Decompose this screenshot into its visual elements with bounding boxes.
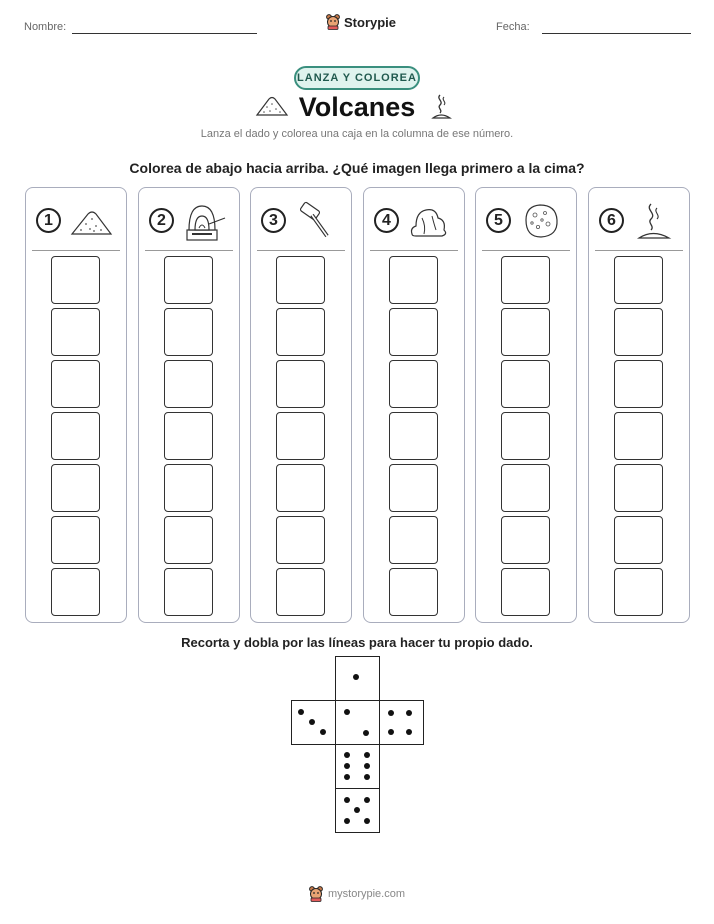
color-box[interactable]: [614, 412, 663, 460]
ash-pile-icon: [68, 200, 114, 242]
volcanic-rock-icon: [518, 200, 564, 242]
die-face-4: [379, 700, 424, 745]
die-pip: [353, 674, 359, 680]
color-box[interactable]: [164, 412, 213, 460]
color-box[interactable]: [501, 308, 550, 356]
color-box[interactable]: [389, 256, 438, 304]
color-box[interactable]: [276, 412, 325, 460]
color-box[interactable]: [51, 412, 100, 460]
column-divider: [145, 250, 233, 251]
date-line: [542, 33, 691, 34]
smoke-icon: [430, 92, 452, 120]
color-box[interactable]: [389, 464, 438, 512]
die-pip: [344, 818, 350, 824]
color-box[interactable]: [501, 516, 550, 564]
color-box[interactable]: [51, 256, 100, 304]
column-2: [138, 187, 240, 623]
die-pip: [363, 730, 369, 736]
color-box[interactable]: [51, 308, 100, 356]
brand-name: Storypie: [344, 14, 397, 30]
column-divider: [482, 250, 570, 251]
color-box[interactable]: [389, 412, 438, 460]
color-box[interactable]: [501, 412, 550, 460]
color-box[interactable]: [614, 516, 663, 564]
color-box[interactable]: [276, 308, 325, 356]
instruction: Colorea de abajo hacia arriba. ¿Qué imagen llega primero a la cima?: [129, 160, 585, 176]
color-box[interactable]: [164, 308, 213, 356]
column-number: 1: [36, 208, 61, 233]
die-pip: [344, 709, 350, 715]
die-pip: [364, 774, 370, 780]
dice-instruction: Recorta y dobla por las líneas para hacer tu propio dado.: [181, 635, 533, 650]
name-line: [72, 33, 257, 34]
color-box[interactable]: [614, 360, 663, 408]
column-3: [250, 187, 352, 623]
color-box[interactable]: [614, 308, 663, 356]
die-pip: [309, 719, 315, 725]
die-pip: [406, 710, 412, 716]
column-1: [25, 187, 127, 623]
storypie-mascot-icon: [309, 886, 323, 902]
color-box[interactable]: [501, 568, 550, 616]
footer-url: mystorypie.com: [327, 888, 406, 900]
color-box[interactable]: [614, 256, 663, 304]
column-header: [589, 188, 689, 251]
color-box[interactable]: [164, 464, 213, 512]
die-pip: [344, 774, 350, 780]
column-header: [139, 188, 239, 251]
column-4: [363, 187, 465, 623]
die-pip: [320, 729, 326, 735]
column-header: [251, 188, 351, 251]
color-box[interactable]: [164, 256, 213, 304]
color-box[interactable]: [276, 568, 325, 616]
die-pip: [298, 709, 304, 715]
die-face-2: [335, 700, 380, 745]
die-pip: [388, 710, 394, 716]
column-5: [475, 187, 577, 623]
die-pip: [364, 818, 370, 824]
smoke-icon: [631, 200, 677, 242]
color-box[interactable]: [51, 464, 100, 512]
column-number: 4: [374, 208, 399, 233]
column-number: 5: [486, 208, 511, 233]
color-box[interactable]: [501, 464, 550, 512]
color-box[interactable]: [501, 360, 550, 408]
color-box[interactable]: [276, 464, 325, 512]
die-pip: [364, 752, 370, 758]
die-pip: [354, 807, 360, 813]
color-box[interactable]: [389, 516, 438, 564]
footer: [0, 886, 714, 902]
die-pip: [364, 763, 370, 769]
die-pip: [364, 797, 370, 803]
color-box[interactable]: [164, 568, 213, 616]
color-box[interactable]: [614, 464, 663, 512]
color-box[interactable]: [501, 256, 550, 304]
die-pip: [406, 729, 412, 735]
color-box[interactable]: [276, 256, 325, 304]
die-pip: [344, 797, 350, 803]
hammer-icon: [293, 200, 339, 242]
die-pip: [388, 729, 394, 735]
column-header: [364, 188, 464, 251]
color-box[interactable]: [389, 568, 438, 616]
color-box[interactable]: [164, 516, 213, 564]
date-label: Fecha:: [496, 21, 530, 33]
color-box[interactable]: [51, 568, 100, 616]
column-divider: [257, 250, 345, 251]
activity-badge: LANZA Y COLOREA: [294, 66, 420, 90]
die-pip: [344, 763, 350, 769]
color-box[interactable]: [164, 360, 213, 408]
column-header: [26, 188, 126, 251]
column-divider: [595, 250, 683, 251]
color-box[interactable]: [51, 360, 100, 408]
column-divider: [370, 250, 458, 251]
die-face-3: [291, 700, 336, 745]
die-face-1: [335, 656, 380, 701]
brand-logo: [326, 14, 396, 30]
subtitle: Lanza el dado y colorea una caja en la columna de ese número.: [200, 128, 514, 140]
die-pip: [344, 752, 350, 758]
column-number: 6: [599, 208, 624, 233]
color-box[interactable]: [614, 568, 663, 616]
page-title: Volcanes: [298, 92, 416, 122]
die-face-6: [335, 744, 380, 789]
color-box[interactable]: [389, 308, 438, 356]
column-6: [588, 187, 690, 623]
color-box[interactable]: [276, 516, 325, 564]
name-label: Nombre:: [24, 21, 67, 33]
column-number: 3: [261, 208, 286, 233]
column-header: [476, 188, 576, 251]
die-face-5: [335, 788, 380, 833]
column-divider: [32, 250, 120, 251]
lava-icon: [406, 200, 452, 242]
pizza-oven-icon: [181, 200, 227, 242]
color-box[interactable]: [51, 516, 100, 564]
storypie-mascot-icon: [326, 14, 340, 30]
color-box[interactable]: [389, 360, 438, 408]
column-number: 2: [149, 208, 174, 233]
color-box[interactable]: [276, 360, 325, 408]
